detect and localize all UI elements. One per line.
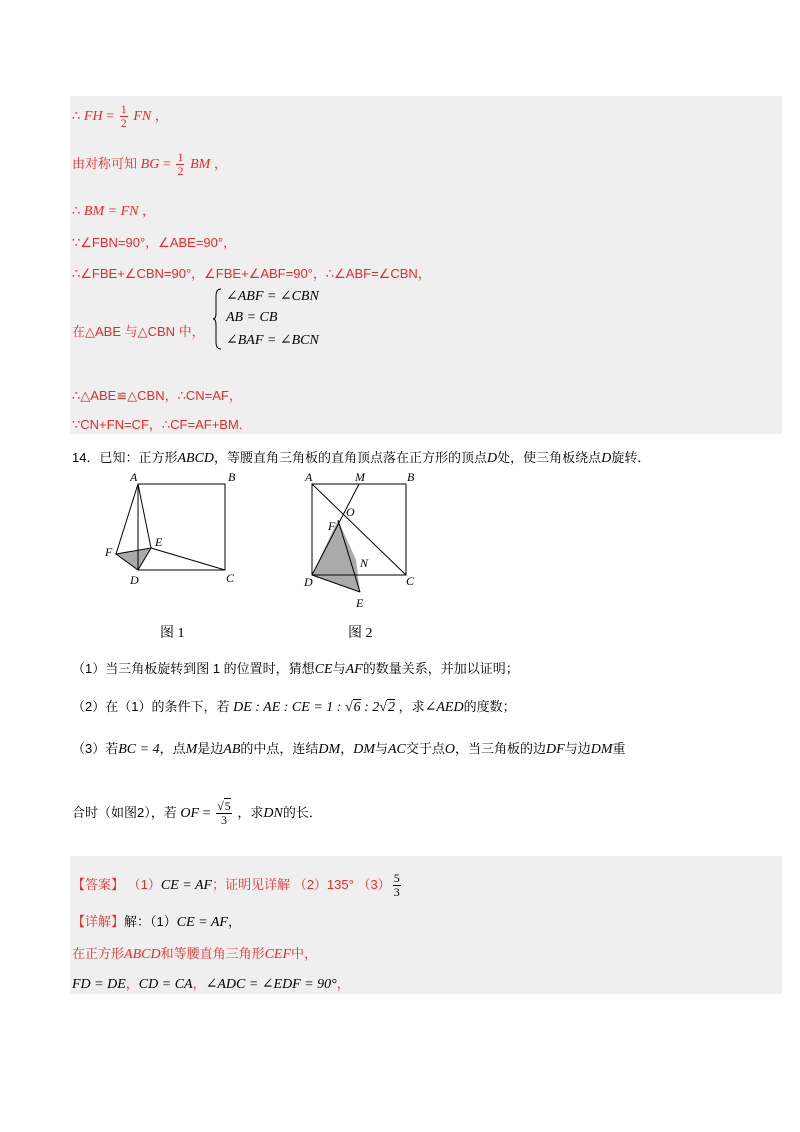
text: 的中点，连结 [240,741,319,756]
text: 旋转． [611,450,651,465]
punct: ， [192,976,206,991]
punct: ， [125,976,139,991]
therefore-symbol: ∴ [72,107,81,123]
math-eq: = [202,805,211,821]
text: 在正方形 [72,946,125,961]
text: ，求 [237,804,264,820]
label-d: D [130,573,139,587]
text: 与 [374,741,388,756]
math-bm-fn: BM = FN [83,204,139,219]
sqrt-5: 5 [224,799,231,813]
sol13-line-5: ∴∠FBE+∠CBN=90°，∠FBE+∠ABF=90°，∴∠ABF=∠CBN， [72,266,431,281]
fraction-five-thirds [393,872,401,899]
math-dm: DM [590,742,613,757]
sol13-line-2 [72,151,227,178]
label-c: C [406,574,415,588]
frac-num: 5 [393,871,400,885]
detail-line-3 [72,973,350,993]
punct: ， [142,203,156,218]
sqrt-2: 2 [387,700,395,715]
sol13-line-1 [72,103,168,130]
frac-den: 3 [393,885,400,899]
figure-2 [300,470,430,615]
text: 与 [332,661,346,676]
label-d: D [304,575,313,589]
math-dm: DM [318,742,341,757]
math-fh: FH [83,108,103,124]
detail-line-2 [72,943,317,963]
math-eq: = [162,156,171,172]
math-abcd: ABCD [177,451,215,466]
math-df: DF [546,742,565,757]
text: （3） [357,876,391,892]
text: 交于点 [405,741,445,756]
answer-tag: 【答案】 [72,876,125,892]
text: 是边 [197,741,224,756]
text-symmetry: 由对称可知 [72,155,138,171]
ratio-lhs: DE : AE : CE = 1 : [233,700,345,715]
therefore-symbol: ∴ [72,203,81,218]
label-c: C [226,571,235,585]
punct: ， [154,107,168,123]
text: 解：（1） [124,914,177,929]
text: 的度数； [463,699,516,714]
math-fd-de: FD = DE [72,977,126,992]
sol13-line-3 [72,200,155,220]
label-m: M [355,470,365,484]
math-m: M [185,742,198,757]
punct: ， [213,155,227,171]
frac-num: 1 [177,150,184,164]
text: 与边 [564,741,591,756]
text: （1） [127,876,161,892]
text: （2）在（1）的条件下，若 [72,699,230,714]
math-d: D [601,451,612,466]
label-e: E [155,535,163,549]
text: 处，使三角板绕点 [497,450,602,465]
figure-1 [100,470,260,595]
text: ；证明见详解 [212,876,291,892]
fraction-one-half [120,103,128,130]
math-af: AF [345,662,363,677]
fraction-sqrt5-over-3: $\frac{√5}{3}$ [217,799,231,827]
text: ，当三角板的边 [455,741,547,756]
label-f: F [105,545,113,559]
math-bm: BM [190,156,211,172]
label-a: A [130,470,138,484]
math-eq: = [106,108,115,124]
sol13-line-7: ∴△ABE≌△CBN，∴CN=AF， [72,388,242,403]
label-a: A [305,470,313,484]
math-o: O [444,742,456,757]
math-d: D [487,451,498,466]
text: ，点 [159,741,186,756]
math-of: OF [180,805,200,821]
frac-num: 1 [120,102,127,116]
label-e: E [356,596,364,610]
detail-tag: 【详解】 [72,914,125,929]
frac-den: 3 [220,813,227,827]
math-ab: AB [223,742,241,757]
sqrt-6: 6 [353,700,361,715]
figure-1-caption: 图 1 [160,626,185,641]
text: ，等腰直角三角板的直角顶点落在正方形的顶点 [214,450,488,465]
frac-den: 2 [120,116,127,130]
q14-part-2 [72,696,516,716]
text: 合时（如图2），若 [72,804,177,820]
text: 的数量关系，并加以证明； [362,661,519,676]
label-o: O [346,505,355,519]
math-cef: CEF [264,947,292,962]
text: 14．已知：正方形 [72,450,178,465]
system-row-3: ∠BAF = ∠BCN [226,333,319,348]
math-ce-af: CE = AF [160,877,213,893]
answer-line [72,872,403,899]
ratio-expression: DE : AE : CE = 1 : √6 : 2√2 [233,700,395,715]
system-row-2: AB = CB [226,310,278,325]
math-bg: BG [140,156,160,172]
label-b: B [228,470,236,484]
frac-den: 2 [177,164,184,178]
text: （1）当三角板旋转到图 1 的位置时，猜想 [72,661,315,676]
math-ce-af: CE = AF [176,915,228,930]
math-angle-aed: ∠AED [424,700,464,715]
q14-part-1 [72,658,519,678]
q14-part-3-cont [72,800,322,827]
text: 中， [291,946,318,961]
math-abcd: ABCD [124,947,161,962]
text: 的长． [282,804,322,820]
ratio-mid: : 2 [360,700,380,715]
punct: ， [227,914,241,929]
q14-part-3 [72,738,626,758]
sol13-line-8: ∵CN+FN=CF，∴CF=AF+BM. [72,417,243,432]
text: 和等腰直角三角形 [160,946,265,961]
punct: ， [336,976,350,991]
left-brace-icon [212,288,222,350]
sol13-line-4: ∵∠FBN=90°，∠ABE=90°， [72,235,237,250]
triangle-shaded [312,520,360,592]
label-b: B [407,470,415,484]
math-fn: FN [133,108,152,124]
label-n: N [360,556,369,570]
text: ， [340,741,354,756]
figure-2-caption: 图 2 [348,626,373,641]
math-angle-eq: ∠ADC = ∠EDF = 90° [205,977,337,992]
math-dm: DM [353,742,375,757]
math-dn: DN [263,805,283,821]
fraction-one-half [176,151,184,178]
text: （3）若 [72,741,119,756]
q14-intro [72,447,650,467]
text: （2）135° [293,876,354,892]
sol13-line-6: 在△ABE 与△CBN 中， [72,324,205,339]
math-cd-ca: CD = CA [138,977,193,992]
text: 重 [612,741,626,756]
math-ac: AC [388,742,406,757]
detail-line-1 [72,911,241,931]
math-bc: BC = 4 [118,742,160,757]
system-row-1: ∠ABF = ∠CBN [226,289,319,304]
math-ce: CE [314,662,333,677]
label-f: F [328,519,336,533]
text: ，求 [398,699,425,714]
